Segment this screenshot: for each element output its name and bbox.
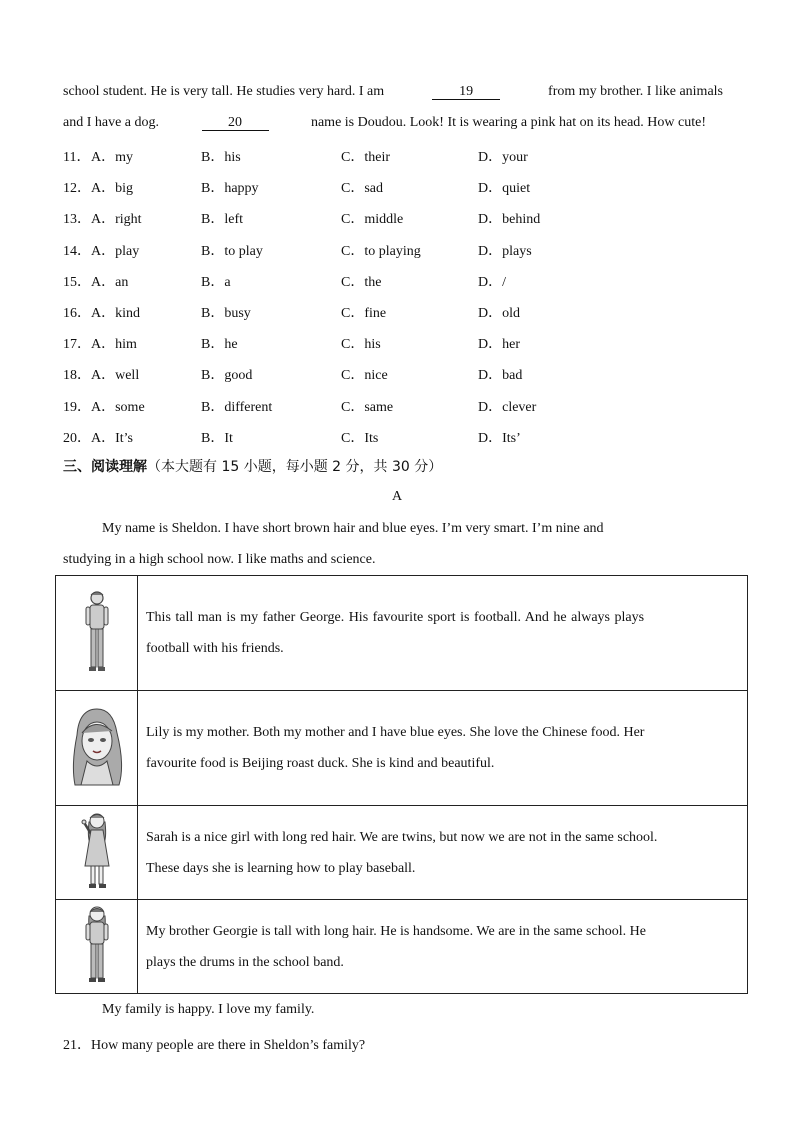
blank-19: 19 — [432, 84, 500, 100]
blank-20: 20 — [202, 115, 269, 131]
answer-option[interactable]: D．Its’ — [478, 430, 521, 446]
answer-option[interactable]: B．he — [201, 337, 238, 353]
answer-option[interactable]: C．nice — [341, 368, 388, 384]
answer-option[interactable]: C．to playing — [341, 243, 421, 259]
question-number: 13． — [63, 212, 91, 228]
answer-option[interactable]: C．sad — [341, 181, 383, 197]
passage-line-2 — [63, 115, 706, 131]
answer-option[interactable]: A．him — [91, 337, 137, 353]
boy-figure-icon — [82, 904, 112, 984]
question-21: 21．How many people are there in Sheldon’s family? — [63, 1038, 366, 1053]
description-line: This tall man is my father George. His favourite sport is football. And he always plays — [146, 610, 645, 625]
answer-option[interactable]: C．his — [341, 337, 381, 353]
answer-option[interactable]: A．well — [91, 368, 140, 384]
question-number: 14． — [63, 243, 91, 259]
answer-option[interactable]: C．same — [341, 399, 394, 415]
answer-option[interactable]: D．behind — [478, 212, 541, 228]
question-number: 12． — [63, 181, 91, 197]
description-line: Sarah is a nice girl with long red hair. We are twins, but now we are not in the same school. — [146, 829, 658, 845]
description-line: My brother Georgie is tall with long hair. He is handsome. We are in the same school. He — [146, 923, 646, 939]
answer-option[interactable]: A．kind — [91, 306, 140, 321]
text-cell — [138, 900, 748, 994]
table-row — [56, 900, 748, 994]
intro-text: My name is Sheldon. I have short brown hair and blue eyes. I’m very smart. I’m nine and — [102, 521, 604, 536]
girl-figure-icon — [79, 810, 115, 890]
description-line: favourite food is Beijing roast duck. She is kind and beautiful. — [146, 756, 495, 771]
intro-line-2: studying in a high school now. I like maths and science. — [63, 552, 376, 567]
answer-option[interactable]: A．an — [91, 274, 129, 290]
answer-option[interactable]: D．old — [478, 306, 520, 321]
answer-option[interactable]: B．his — [201, 150, 241, 165]
answer-option[interactable]: D．bad — [478, 368, 523, 384]
answer-option[interactable]: B．a — [201, 274, 231, 290]
answer-option[interactable]: A．play — [91, 243, 140, 259]
woman-portrait-icon — [65, 705, 129, 787]
text-cell — [138, 691, 748, 806]
question-number: 16． — [63, 306, 91, 321]
question-number: 15． — [63, 274, 91, 290]
answer-option[interactable]: D．clever — [478, 399, 537, 415]
answer-option[interactable]: D．your — [478, 150, 528, 165]
passage-text: school student. He is very tall. He studies very hard. I am — [63, 84, 385, 99]
answer-option[interactable]: A．my — [91, 150, 133, 165]
answer-option[interactable]: B．to play — [201, 243, 263, 259]
section-header — [63, 456, 442, 476]
passage-text: from my brother. I like animals — [548, 84, 723, 99]
intro-line-1 — [102, 521, 720, 537]
answer-option[interactable]: A．right — [91, 212, 142, 228]
answer-option[interactable]: C．middle — [341, 212, 404, 228]
answer-option[interactable]: B．left — [201, 212, 243, 228]
description-line: These days she is learning how to play baseball. — [146, 860, 416, 876]
answer-option[interactable]: D．/ — [478, 274, 506, 290]
table-row — [56, 691, 748, 806]
answer-option[interactable]: D．her — [478, 337, 520, 353]
picture-cell — [56, 900, 138, 994]
answer-option[interactable]: D．quiet — [478, 181, 531, 197]
question-number: 20． — [63, 430, 91, 446]
answer-option[interactable]: C．fine — [341, 306, 387, 321]
question-number: 11． — [63, 150, 91, 165]
answer-option[interactable]: B．different — [201, 399, 273, 415]
answer-option[interactable]: A．It’s — [91, 430, 133, 446]
answer-option[interactable]: B．It — [201, 430, 233, 446]
table-row — [56, 576, 748, 691]
passage-line-1 — [63, 84, 723, 100]
section-note: （本大题有 15 小题，每小题 2 分，共 30 分） — [147, 459, 443, 475]
man-figure-icon — [82, 589, 112, 673]
question-number: 17． — [63, 337, 91, 353]
answer-option[interactable]: A．some — [91, 399, 145, 415]
answer-option[interactable]: A．big — [91, 181, 133, 197]
answer-option[interactable]: C．Its — [341, 430, 379, 446]
passage-label: A — [391, 489, 403, 504]
text-cell — [138, 576, 748, 691]
description-line: football with his friends. — [146, 641, 284, 656]
closing-line: My family is happy. I love my family. — [102, 1002, 315, 1017]
picture-cell — [56, 806, 138, 900]
family-table — [55, 575, 748, 994]
picture-cell — [56, 691, 138, 806]
description-line: Lily is my mother. Both my mother and I have blue eyes. She love the Chinese food. Her — [146, 725, 645, 740]
text-cell — [138, 806, 748, 900]
answer-option[interactable]: C．their — [341, 150, 390, 165]
picture-cell — [56, 576, 138, 691]
section-title: 阅读理解 — [91, 459, 147, 475]
section-number: 三、 — [63, 459, 91, 475]
answer-option[interactable]: B．busy — [201, 306, 251, 321]
passage-text: name is Doudou. Look! It is wearing a pink hat on its head. How cute! — [310, 115, 706, 130]
passage-text: and I have a dog. — [63, 115, 160, 130]
description-line: plays the drums in the school band. — [146, 954, 344, 970]
answer-option[interactable]: B．good — [201, 368, 253, 384]
answer-option[interactable]: C．the — [341, 274, 382, 290]
answer-option[interactable]: D．plays — [478, 243, 532, 259]
table-row — [56, 806, 748, 900]
question-number: 18． — [63, 368, 91, 384]
answer-option[interactable]: B．happy — [201, 181, 259, 197]
question-number: 19． — [63, 399, 91, 415]
